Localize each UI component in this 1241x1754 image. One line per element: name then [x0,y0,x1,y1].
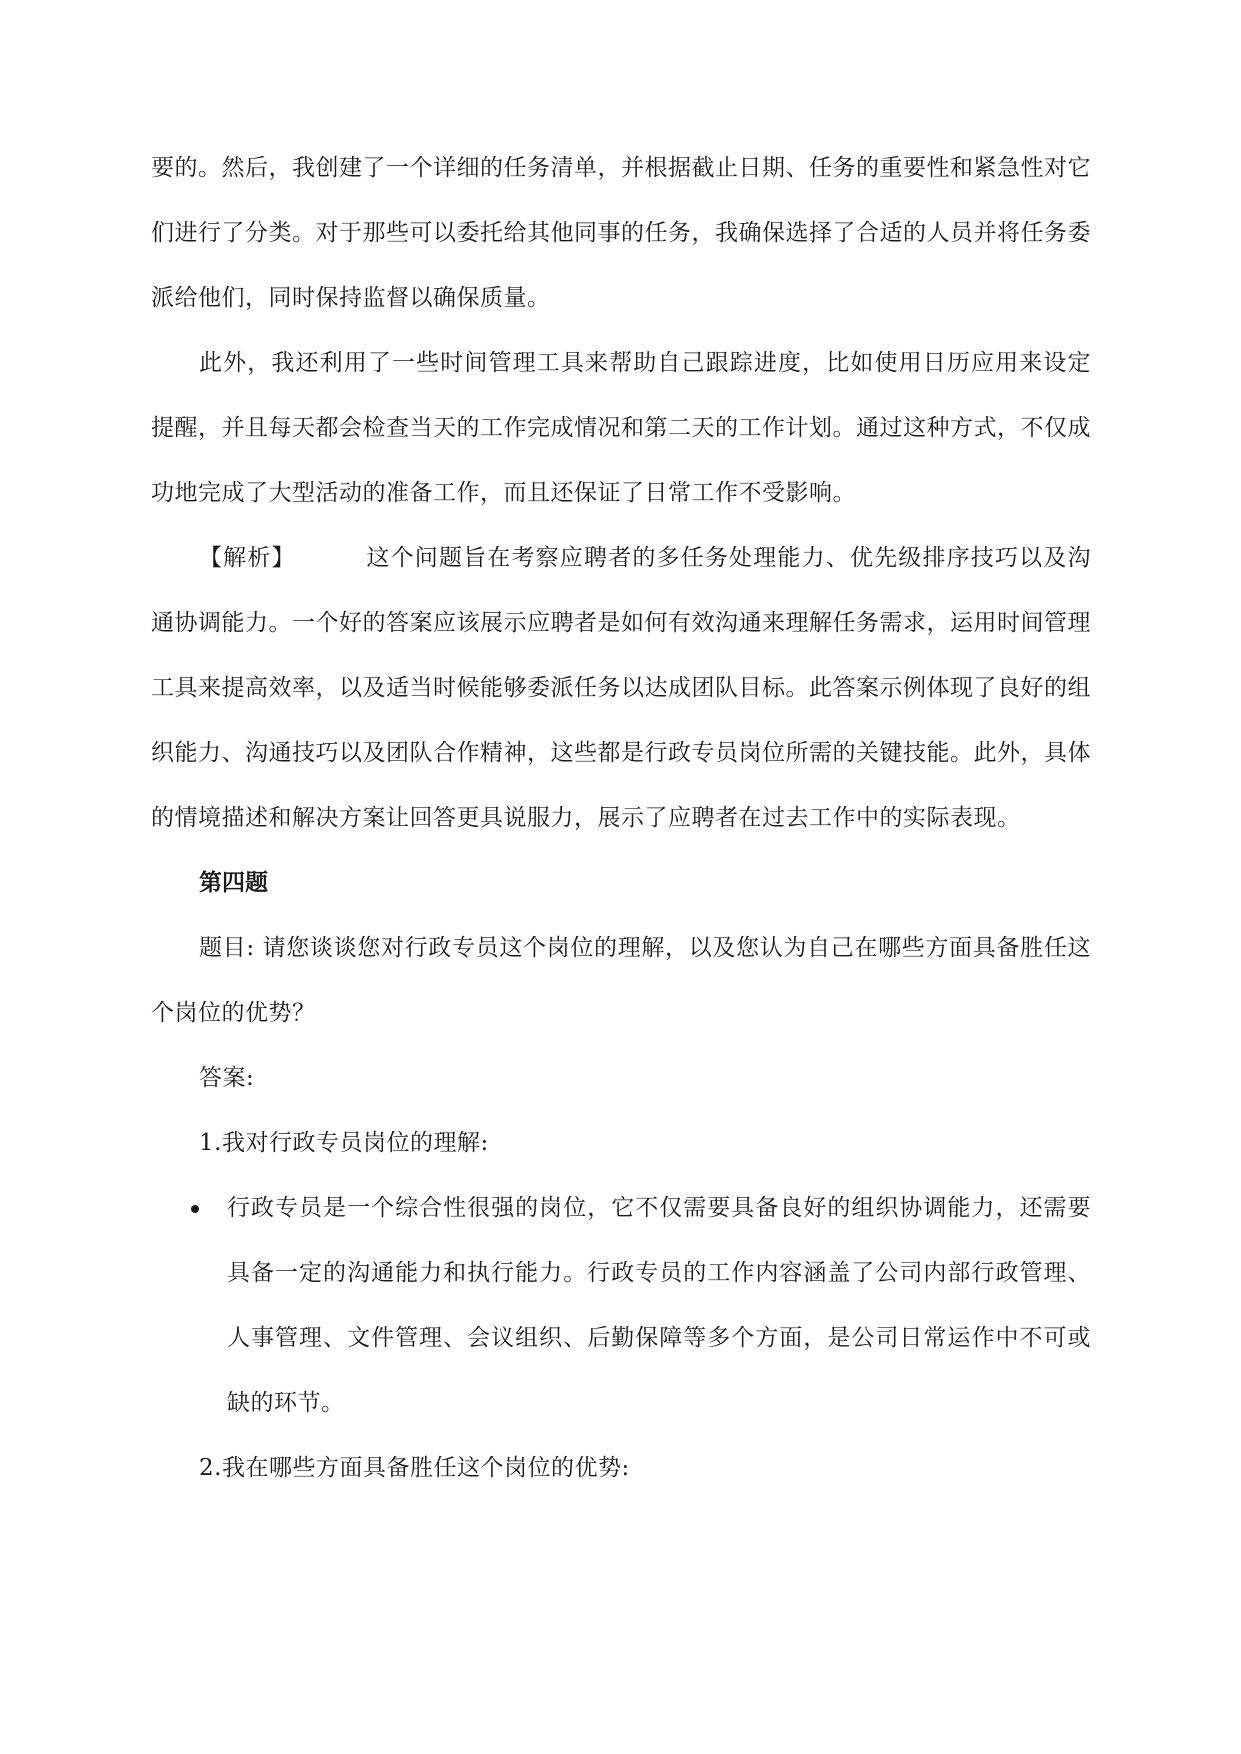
answer-label: 答案: [199,1065,255,1091]
item-2-title: 2.我在哪些方面具备胜任这个岗位的优势: [199,1455,630,1481]
section-heading: 第四题 [199,870,268,896]
document-body [151,136,1091,1501]
bullet-icon [191,1205,199,1213]
question-text: 题目: 请您谈谈您对行政专员这个岗位的理解，以及您认为自己在哪些方面具备胜任这个岗位的优势？ [151,935,1091,1026]
bullet-item [151,1176,1091,1436]
analysis-text: 这个问题旨在考察应聘者的多任务处理能力、优先级排序技巧以及沟通协调能力。一个好的答案应该展示应聘者是如何有效沟通来理解任务需求，运用时间管理工具来提高效率，以及适当时候能够委派任务以达成团队目标。此答案示例体现了良好的组织能力、沟通技巧以及团队合作精神，这些都是行政专员岗位所需的关键技能。此外，具体的情境描述和解决方案让回答更具说服力，展示了应聘者在过去工作中的实际表现。 [151,545,1092,831]
paragraph-analysis [151,526,1091,851]
bullet-text: 行政专员是一个综合性很强的岗位，它不仅需要具备良好的组织协调能力，还需要具备一定的沟通能力和执行能力。行政专员的工作内容涵盖了公司内部行政管理、人事管理、文件管理、会议组织、后勤保障等多个方面，是公司日常运作中不可或缺的环节。 [227,1195,1091,1416]
analysis-label: 【解析】 [199,545,296,571]
paragraph-time-management: 此外，我还利用了一些时间管理工具来帮助自己跟踪进度，比如使用日历应用来设定提醒，并且每天都会检查当天的工作完成情况和第二天的工作计划。通过这种方式，不仅成功地完成了大型活动的准备工作，而且还保证了日常工作不受影响。 [151,350,1091,506]
paragraph-task-list: 要的。然后，我创建了一个详细的任务清单，并根据截止日期、任务的重要性和紧急性对它们进行了分类。对于那些可以委托给其他同事的任务，我确保选择了合适的人员并将任务委派给他们，同时保持监督以确保质量。 [151,155,1091,311]
item-1-title: 1.我对行政专员岗位的理解: [199,1130,489,1156]
